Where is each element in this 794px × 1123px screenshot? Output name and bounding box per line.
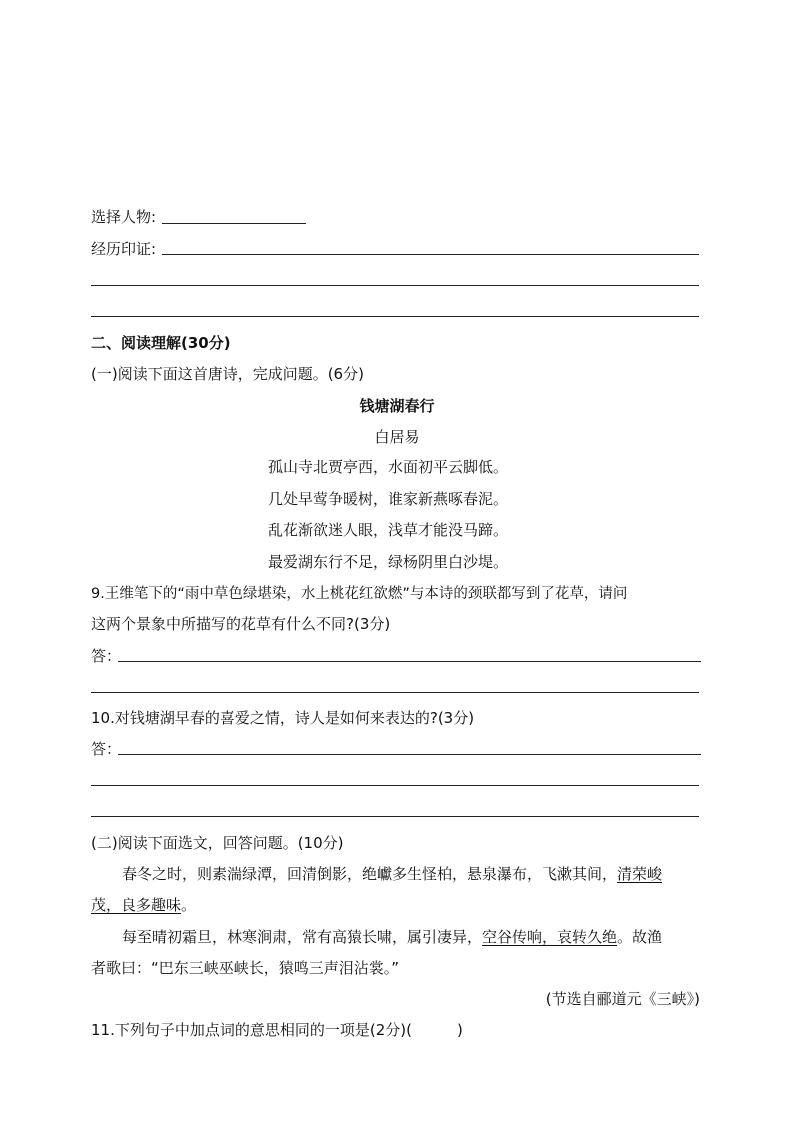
passage-text: 春冬之时，则素湍绿潭，回清倒影，绝巘多生怪柏，悬泉瀑布，飞漱其间， xyxy=(122,865,618,883)
experience-label: 经历印证: xyxy=(91,240,157,258)
question-9-line-2: 这两个景象中所描写的花草有什么不同?(3分) xyxy=(91,615,391,633)
passage-paragraph-1-line-2 xyxy=(91,894,196,915)
answer-label: 答： xyxy=(91,740,122,758)
q9-answer-line-2[interactable] xyxy=(91,692,699,693)
poem-line: 乱花渐欲迷人眼，浅草才能没马蹄。 xyxy=(268,521,509,539)
select-person-answer-line[interactable] xyxy=(162,223,306,224)
experience-answer-line-2[interactable] xyxy=(91,285,699,286)
poem-line: 几处早莺争暖树，谁家新燕啄春泥。 xyxy=(268,490,509,508)
question-10: 10.对钱塘湖早春的喜爱之情，诗人是如何来表达的?(3分) xyxy=(91,709,475,727)
question-11: 11.下列句子中加点词的意思相同的一项是(2分)( ) xyxy=(91,1021,463,1039)
q10-answer-line-3[interactable] xyxy=(91,816,699,817)
poem-author: 白居易 xyxy=(374,428,420,446)
passage-text: 。 xyxy=(181,896,197,914)
q10-answer-line-2[interactable] xyxy=(91,785,699,786)
poem-title: 钱塘湖春行 xyxy=(359,397,435,415)
passage-paragraph-1-line-1 xyxy=(122,863,662,884)
section-heading: 二、阅读理解(30分) xyxy=(91,334,231,352)
part2-intro: (二)阅读下面选文，回答问题。(10分) xyxy=(91,834,344,852)
question-9-line-1: 9.王维笔下的“雨中草色绿堪染，水上桃花红欲燃”与本诗的颈联都写到了花草，请问 xyxy=(91,586,628,602)
q9-answer-line-1[interactable] xyxy=(118,661,701,662)
poem-line: 孤山寺北贾亭西，水面初平云脚低。 xyxy=(268,458,509,476)
part1-intro: (一)阅读下面这首唐诗，完成问题。(6分) xyxy=(91,365,364,383)
poem-line: 最爱湖东行不足，绿杨阴里白沙堤。 xyxy=(268,553,509,571)
q10-answer-line-1[interactable] xyxy=(118,754,701,755)
passage-paragraph-2-line-1 xyxy=(122,926,662,947)
passage-text: 。故渔 xyxy=(617,928,663,946)
passage-text: 每至晴初霜旦，林寒涧肃，常有高猿长啸，属引凄异， xyxy=(122,928,483,946)
experience-answer-line-3[interactable] xyxy=(91,316,699,317)
passage-source: (节选自郦道元《三峡》) xyxy=(545,990,700,1008)
underlined-phrase: 茂，良多趣味 xyxy=(91,896,182,914)
passage-paragraph-2-line-2: 者歌曰：“巴东三峡巫峡长，猿鸣三声泪沾裳。” xyxy=(91,959,400,977)
underlined-phrase: 清荣峻 xyxy=(617,865,663,883)
experience-answer-line-1[interactable] xyxy=(162,254,699,255)
underlined-phrase: 空谷传响，哀转久绝 xyxy=(482,928,618,946)
answer-label: 答： xyxy=(91,647,122,665)
select-person-label: 选择人物: xyxy=(91,208,157,226)
